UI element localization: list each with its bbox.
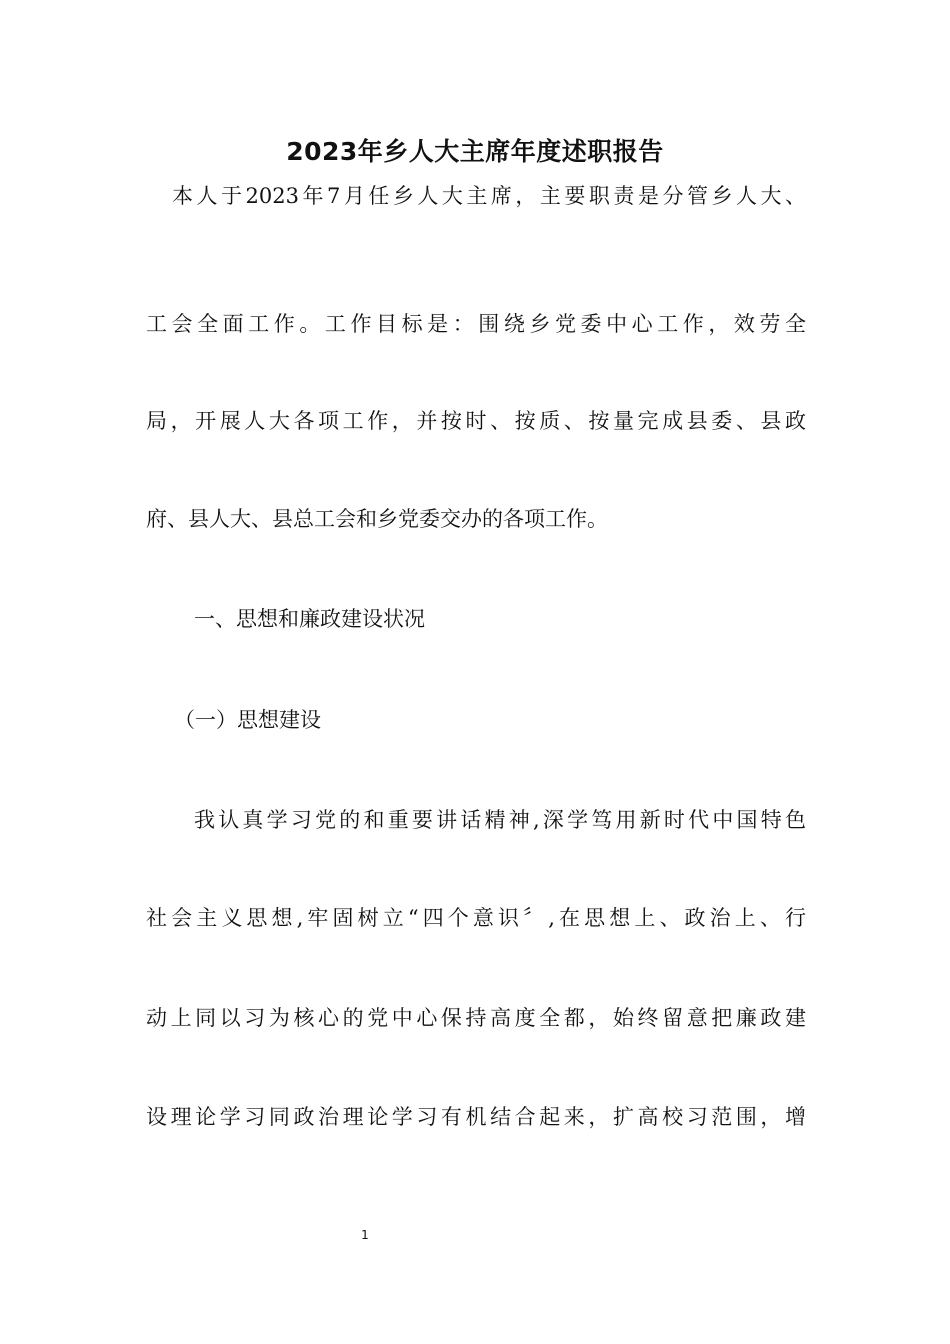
- document-title: 2023年乡人大主席年度述职报告: [286, 137, 664, 166]
- section-heading-1: 一、思想和廉政建设状况: [194, 607, 425, 631]
- paragraph-line-4: 府、县人大、县总工会和乡党委交办的各项工作。: [146, 507, 608, 531]
- paragraph-line-7: 动上同以习为核心的党中心保持高度全都，始终留意把廉政建: [146, 1006, 806, 1030]
- paragraph-line-5: 我认真学习党的和重要讲话精神,深学笃用新时代中国特色: [194, 808, 806, 832]
- paragraph-line-8: 设理论学习同政治理论学习有机结合起来，扩高校习范围，增: [146, 1105, 806, 1129]
- paragraph-line-6: 社会主义思想,牢固树立“四个意识〞,在思想上、政治上、行: [146, 906, 806, 930]
- paragraph-line-3: 局，开展人大各项工作，并按时、按质、按量完成县委、县政: [146, 409, 806, 433]
- paragraph-line-2: 工会全面工作。工作目标是：围绕乡党委中心工作，效劳全: [146, 312, 806, 336]
- subsection-heading-1: （一）思想建设: [174, 708, 321, 732]
- paragraph-line-1: 本人于2023年7月任乡人大主席，主要职责是分管乡人大、: [172, 184, 806, 208]
- page-number: 1: [361, 1228, 369, 1242]
